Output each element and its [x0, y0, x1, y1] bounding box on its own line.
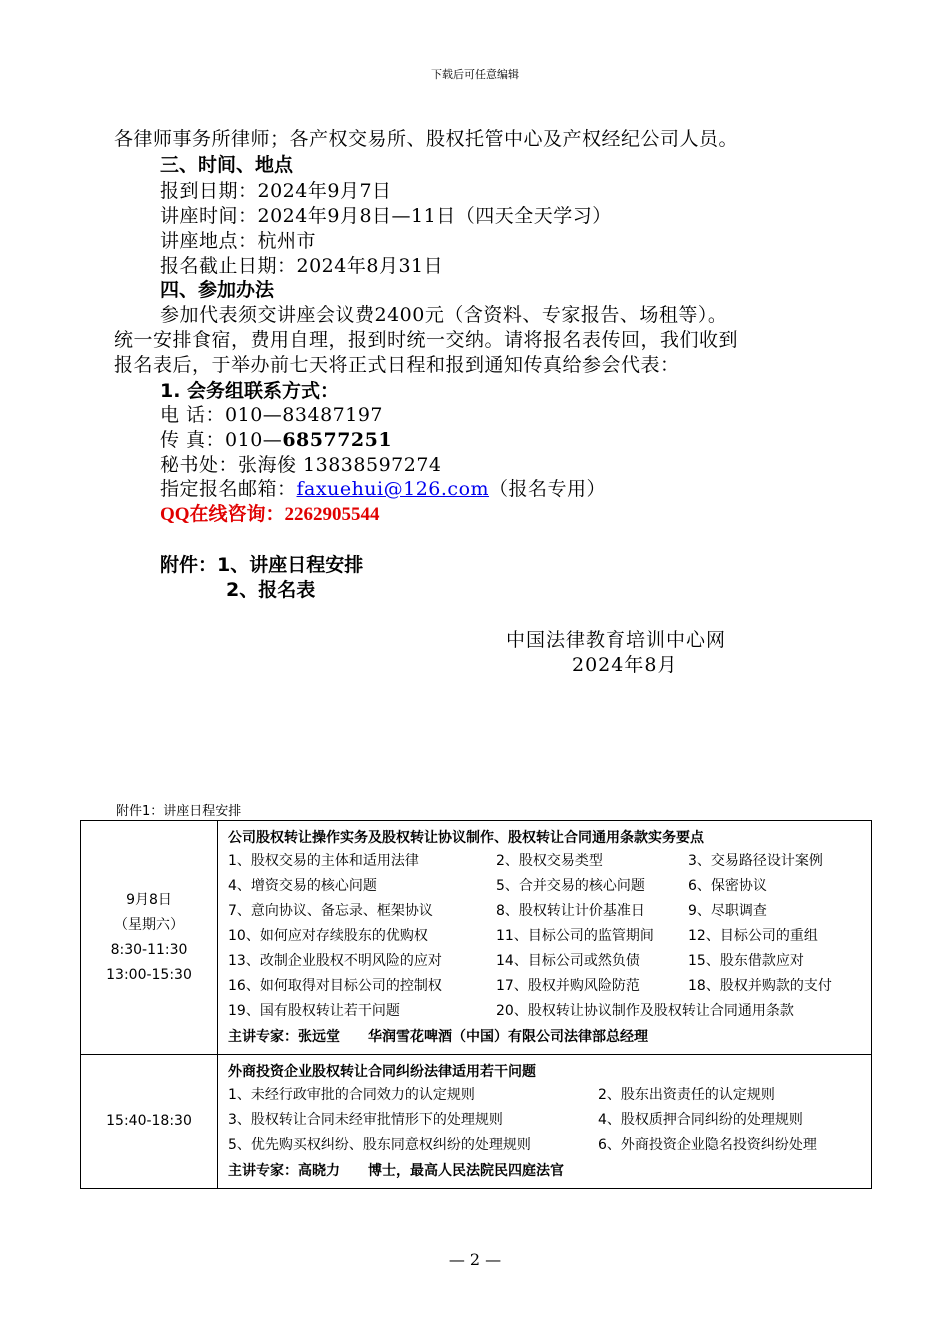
attachment-list: 附件：1、讲座日程安排	[160, 554, 364, 576]
fee-paragraph: 参加代表须交讲座会议费2400元（含资料、专家报告、场租等）。	[160, 304, 728, 326]
list-item: 8、股权转让计价基准日	[496, 903, 645, 919]
list-item: 14、目标公司或然负债	[496, 953, 640, 969]
row1-lecturer	[218, 1024, 871, 1054]
email-label: 指定报名邮箱：	[160, 478, 297, 500]
list-item: 9、尽职调查	[688, 903, 767, 919]
email-note: （报名专用）	[489, 478, 607, 500]
row1-content-cell	[218, 821, 872, 1055]
list-item: 2、股东出资责任的认定规则	[598, 1087, 775, 1103]
contact-title: 1. 会务组联系方式：	[160, 380, 340, 402]
row1-topic: 公司股权转让操作实务及股权转让协议制作、股权转让合同通用条款实务要点	[228, 830, 704, 846]
fax-line	[160, 425, 392, 452]
audience-line: 各律师事务所律师；各产权交易所、股权托管中心及产权经纪公司人员。	[114, 128, 739, 150]
section4-title: 四、参加办法	[160, 279, 275, 301]
row2-lecturer	[218, 1158, 871, 1188]
row1-morning-time: 8:30-11:30	[110, 941, 188, 958]
list-item: 5、优先购买权纠纷、股东同意权纠纷的处理规则	[228, 1137, 531, 1153]
list-item: 4、股权质押合同纠纷的处理规则	[598, 1112, 803, 1128]
attachment-item-2: 2、报名表	[226, 579, 316, 601]
signature-org: 中国法律教育培训中心网	[506, 629, 727, 651]
list-item: 3、股权转让合同未经审批情形下的处理规则	[228, 1112, 503, 1128]
list-item: 18、股权并购款的支付	[688, 978, 832, 994]
list-item: 1、未经行政审批的合同效力的认定规则	[228, 1087, 475, 1103]
schedule-caption: 附件1：讲座日程安排	[116, 804, 242, 819]
row2-lecturer-name: 主讲专家：高晓力	[228, 1163, 340, 1179]
email-link[interactable]: faxuehui@126.com	[296, 478, 490, 500]
report-date: 报到日期：2024年9月7日	[160, 180, 392, 202]
row2-lecturer-title: 博士，最高人民法院民四庭法官	[368, 1163, 564, 1179]
phone-label: 电 话：	[160, 404, 226, 426]
row1-lecturer-title: 华润雪花啤酒（中国）有限公司法律部总经理	[368, 1029, 648, 1045]
schedule-row-1	[81, 821, 872, 1055]
list-item: 16、如何取得对目标公司的控制权	[228, 978, 442, 994]
list-item: 6、外商投资企业隐名投资纠纷处理	[598, 1137, 817, 1153]
page-number: — 2 —	[448, 1250, 502, 1269]
section3-title: 三、时间、地点	[160, 154, 294, 176]
list-item: 7、意向协议、备忘录、框架协议	[228, 903, 433, 919]
row1-time-cell	[81, 821, 218, 1055]
secretary-line: 秘书处：张海俊 13838597274	[160, 454, 442, 476]
row2-content-cell	[218, 1055, 872, 1189]
row1-date: 9月8日	[126, 891, 172, 908]
row2-time: 15:40-18:30	[106, 1113, 192, 1129]
list-item: 4、增资交易的核心问题	[228, 878, 377, 894]
row1-lecturer-name: 主讲专家：张远堂	[228, 1029, 340, 1045]
fax-value: 68577251	[282, 429, 393, 451]
row1-afternoon-time: 13:00-15:30	[106, 966, 192, 983]
lecture-time: 讲座时间：2024年9月8日—11日（四天全天学习）	[160, 205, 612, 227]
row1-weekday: （星期六）	[114, 916, 184, 933]
notice-paragraph: 报名表后，于举办前七天将正式日程和报到通知传真给参会代表：	[114, 354, 680, 376]
fax-label: 传 真：	[160, 429, 226, 451]
signature-date: 2024年8月	[572, 654, 678, 676]
header-note: 下载后可任意编辑	[431, 68, 519, 81]
row1-items	[218, 849, 871, 1024]
list-item: 20、股权转让协议制作及股权转让合同通用条款	[496, 1003, 794, 1019]
email-line	[160, 474, 606, 501]
list-item: 17、股权并购风险防范	[496, 978, 640, 994]
list-item: 5、合并交易的核心问题	[496, 878, 645, 894]
list-item: 11、目标公司的监管期间	[496, 928, 654, 944]
qq-consult: QQ在线咨询：2262905544	[160, 504, 380, 525]
schedule-table	[80, 820, 872, 1189]
list-item: 10、如何应对存续股东的优购权	[228, 928, 428, 944]
phone-value: 010—83487197	[225, 404, 384, 426]
list-item: 12、目标公司的重组	[688, 928, 818, 944]
registration-deadline: 报名截止日期：2024年8月31日	[160, 255, 444, 277]
row2-items	[218, 1083, 871, 1158]
row2-topic: 外商投资企业股权转让合同纠纷法律适用若干问题	[228, 1064, 536, 1080]
row2-time-cell	[81, 1055, 218, 1189]
schedule-row-2	[81, 1055, 872, 1189]
fax-prefix: 010—	[225, 429, 283, 451]
accommodation-paragraph: 统一安排食宿，费用自理，报到时统一交纳。请将报名表传回，我们收到	[114, 329, 739, 351]
lecture-place: 讲座地点：杭州市	[160, 230, 317, 252]
list-item: 15、股东借款应对	[688, 953, 804, 969]
list-item: 3、交易路径设计案例	[688, 853, 823, 869]
list-item: 2、股权交易类型	[496, 853, 603, 869]
list-item: 19、国有股权转让若干问题	[228, 1003, 400, 1019]
list-item: 1、股权交易的主体和适用法律	[228, 853, 419, 869]
list-item: 13、改制企业股权不明风险的应对	[228, 953, 442, 969]
phone-line	[160, 400, 383, 427]
list-item: 6、保密协议	[688, 878, 767, 894]
